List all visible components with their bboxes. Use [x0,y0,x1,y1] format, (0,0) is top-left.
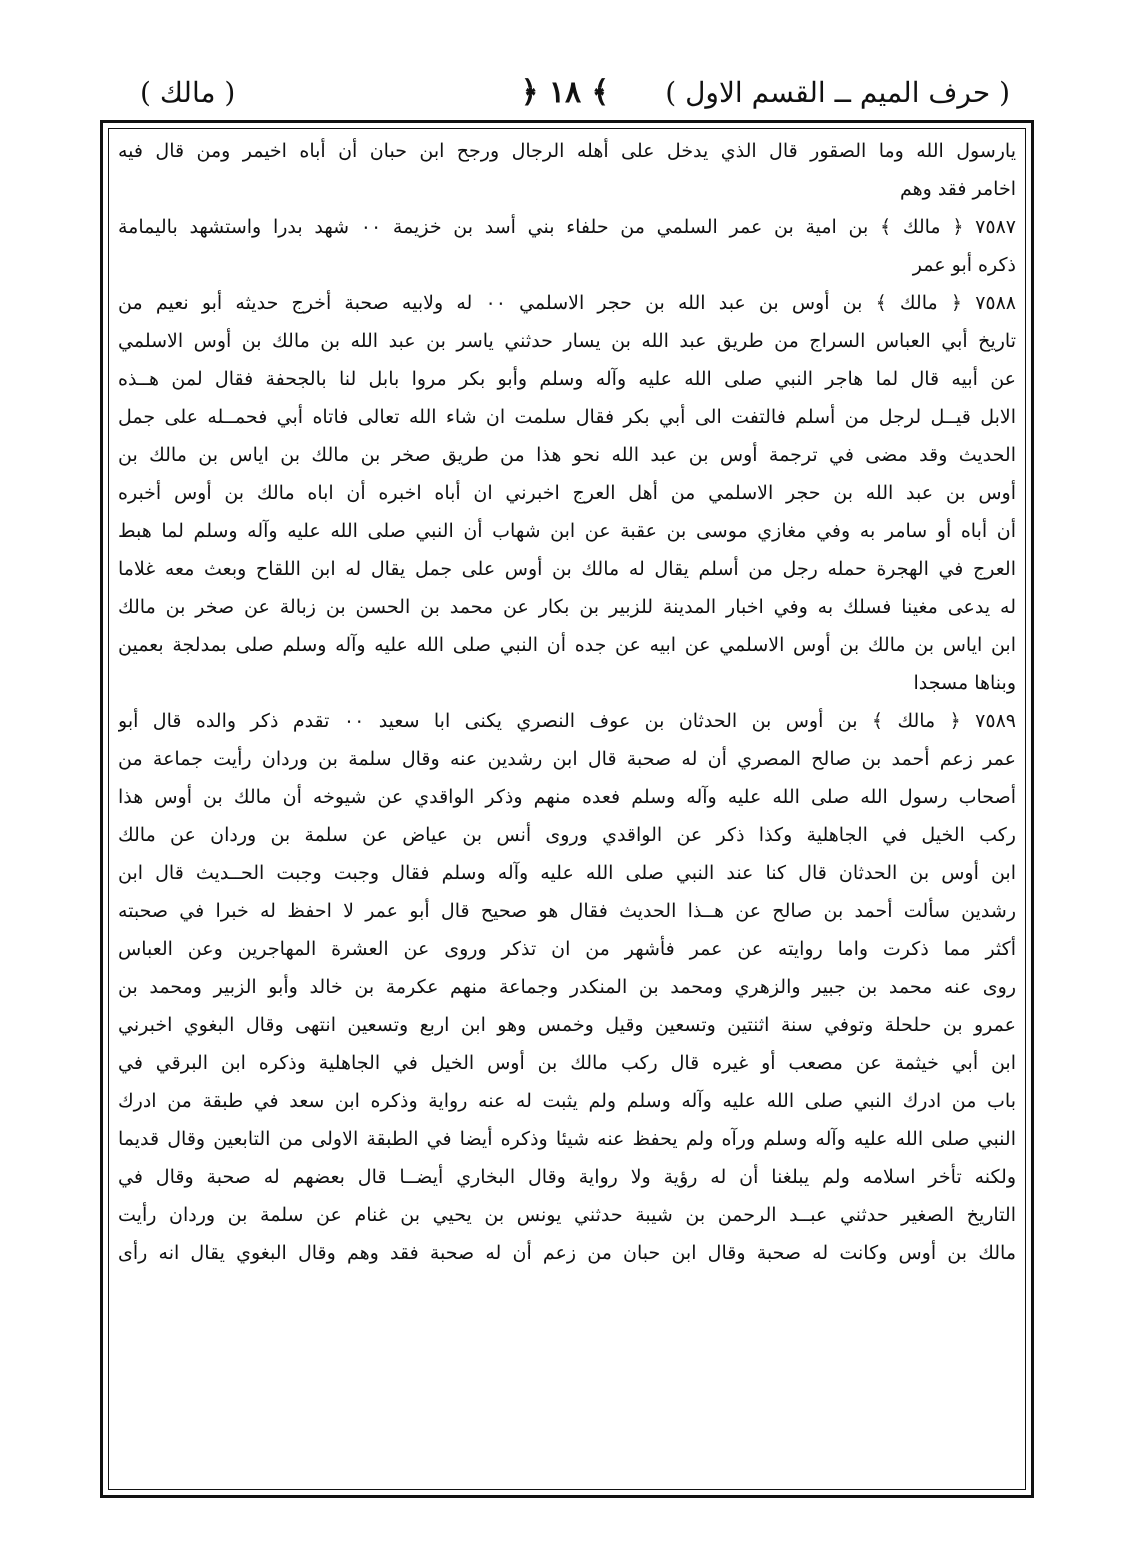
text-line: أكثر مما ذكرت واما روايته عن عمر فأشهر من ان تذكر وروى عن العشرة المهاجرين وعن العباس [118,938,1016,960]
text-line: النبي صلى الله عليه وآله وسلم ورآه ولم يحفظ عنه شيئا وذكره أيضا في الطبقة الاولى من التابعين وقال قديما [118,1128,1016,1150]
text-line: له يدعى مغينا فسلك به وفي اخبار المدينة للزبير بن بكار عن محمد بن الحسن بن زبالة عن صخر بن مالك [118,596,1016,618]
text-line: مالك بن أوس وكانت له صحبة وقال ابن حبان من زعم أن له صحبة فقد وهم وقال البغوي يقال انه رأى [118,1242,1016,1264]
text-line: رشدين سألت أحمد بن صالح عن هــذا الحديث فقال هو صحيح قال أبو عمر لا احفظ له خبرا في صحبته [118,900,1016,922]
entry-7587-line: ٧٥٨٧ ﴿ مالك ﴾ بن امية بن عمر السلمي من حلفاء بني أسد بن خزيمة ٠٠ شهد بدرا واستشهد باليمامة [118,216,1016,238]
text-line: عمرو بن حلحلة وتوفي سنة اثنتين وتسعين وقيل وخمس وهو ابن اربع وتسعين انتهى وقال البغوي اخبرني [118,1014,1016,1036]
entry-7588-line: ٧٥٨٨ ﴿ مالك ﴾ بن أوس بن عبد الله بن حجر الاسلمي ٠٠ له ولابيه صحبة أخرج حديثه أبو نعيم من [118,292,1016,314]
text-line: وبناها مسجدا [913,672,1016,694]
text-line: التاريخ الصغير حدثني عبــد الرحمن بن شيبة حدثني يونس بن يحيي بن غنام عن سلمة بن وردان رأيت [118,1204,1016,1226]
text-line: ركب الخيل في الجاهلية وكذا ذكر عن الواقدي وروى أنس بن عياض عن سلمة بن وردان عن مالك [118,824,1016,846]
text-line: عمر زعم أحمد بن صالح المصري أن له صحبة قال ابن رشدين عنه وقال سلمة بن وردان رأيت جماعة من [118,748,1016,770]
entry-name: ( مالك ) [140,76,236,109]
text-line: العرج في الهجرة حمله رجل من أسلم يقال له مالك بن أوس على جمل يقال له ابن اللقاح وبعث معه غلاما [118,558,1016,580]
page-header [120,68,1010,118]
text-line: أصحاب رسول الله صلى الله عليه وآله وسلم فعده منهم وذكر الواقدي عن شيوخه أن مالك بن أوس هذا [118,786,1016,808]
page-number: ﴿ ١٨ ﴾ [520,75,610,110]
text-line: الابل قيــل لرجل من أسلم فالتفت الى أبي بكر فقال سلمت ان شاء الله تعالى فاتاه أبي فحمــله على جمل [118,406,1016,428]
text-line: ولكنه تأخر اسلامه ولم يبلغنا أن له رؤية ولا رواية وقال البخاري أيضــا قال بعضهم له صحبة وقال في [118,1166,1016,1188]
section-title: ( حرف الميم ــ القسم الاول ) [665,76,1010,109]
entry-7589-line: ٧٥٨٩ ﴿ مالك ﴾ بن أوس بن الحدثان بن عوف النصري يكنى ابا سعيد ٠٠ تقدم ذكر والده قال أبو [118,710,1016,732]
text-line: عن أبيه قال لما هاجر النبي صلى الله عليه وآله وسلم وأبو بكر مروا بابل لنا بالجحفة فقال لمن هــذه [118,368,1016,390]
text-line: ابن اياس بن مالك بن أوس الاسلمي عن ابيه عن جده أن النبي صلى الله عليه وآله وسلم صلى بمدلجة بعمين [118,634,1016,656]
text-line: أوس بن عبد الله بن حجر الاسلمي من أهل العرج اخبرني ان أباه اخبره أن اباه مالك بن أوس أخبره [118,482,1016,504]
text-line: تاريخ أبي العباس السراج من طريق عبد الله بن يسار حدثني ياسر بن عبد الله بن مالك بن أوس الاسلمي [118,330,1016,352]
text-line: الحديث وقد مضى في ترجمة أوس بن عبد الله نحو هذا من طريق صخر بن مالك بن اياس بن مالك بن [118,444,1016,466]
text-line: أن أباه أو سامر به وفي مغازي موسى بن عقبة عن ابن شهاب أن النبي صلى الله عليه وآله وسلم لما هبط [118,520,1016,542]
text-line: باب من ادرك النبي صلى الله عليه وآله وسلم ولم يثبت له عنه رواية وذكره ابن سعد في طبقة من ادرك [118,1090,1016,1112]
page-body [118,132,1016,1484]
text-line: ذكره أبو عمر [912,254,1016,276]
text-line: يارسول الله وما الصقور قال الذي يدخل على أهله الرجال ورجح ابن حبان أن أباه اخيمر ومن قال فيه [118,140,1016,162]
text-line: ابن أبي خيثمة عن مصعب أو غيره قال ركب مالك بن أوس الخيل في الجاهلية وذكره ابن البرقي في [118,1052,1016,1074]
text-line: ابن أوس بن الحدثان قال كنا عند النبي صلى الله عليه وآله وسلم فقال وجبت وجبت الحــديث قال ابن [118,862,1016,884]
text-line: روى عنه محمد بن جبير والزهري ومحمد بن المنكدر وجماعة منهم عكرمة بن خالد وأبو الزبير ومحمد بن [118,976,1016,998]
text-line: اخامر فقد وهم [899,178,1016,200]
